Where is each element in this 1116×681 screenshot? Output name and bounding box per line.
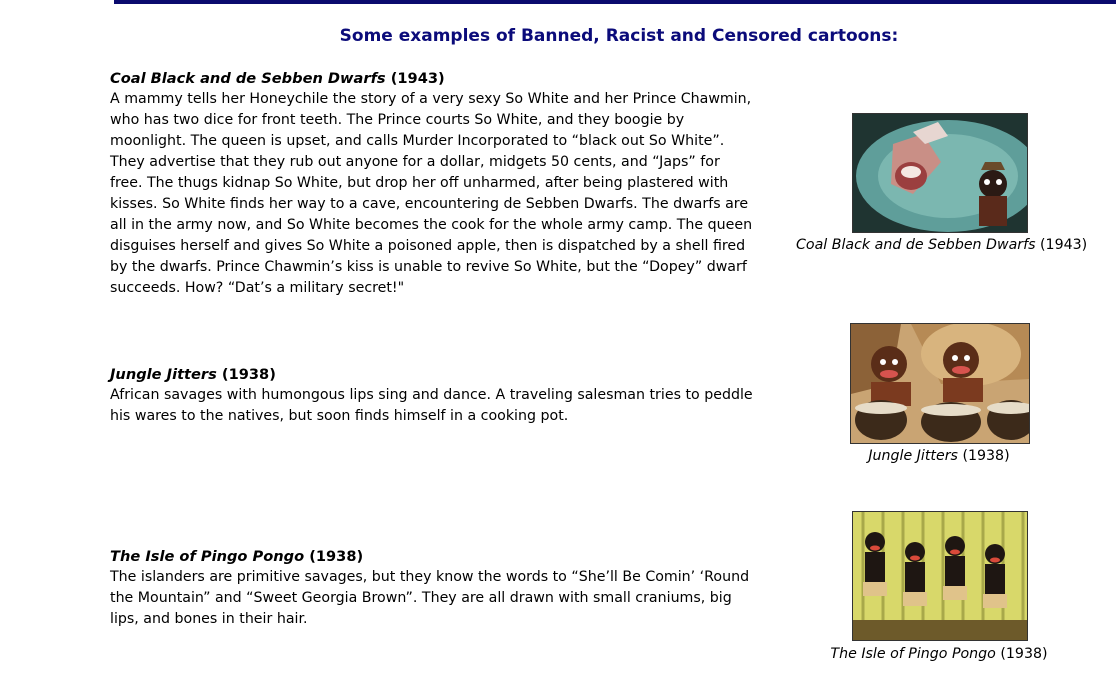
entry-year: (1943) [390,70,445,87]
entry-description: A mammy tells her Honeychile the story of a very sexy So White and her Prince Chawmin, who has two dice for front teeth. The Prince courts So White, and they boogie by moonlight. The queen is upset, and calls Murder Incorporated to “black out So White”. They advertise that they rub out anyone for a dollar, midgets 50 cents, and “Japs” for free. The thugs kidnap So White, but drop her off unharmed, after being plastered with kisses. So White finds her way to a cave, encountering de Sebben Dwarfs. The dwarfs are all in the army now, and So White becomes the cook for the whole army camp. The queen disguises herself and gives So White a poisoned apple, then is dispatched by a shell fired by the dwarfs. Prince Chawmin’s kiss is unable to revive So White, but the “Dopey” dwarf succeeds. How? “Dat’s a military secret!" [110,91,753,296]
caption-title: Jungle Jitters [868,448,958,464]
caption-title: Coal Black and de Sebben Dwarfs [796,237,1036,253]
pingo-pongo-image [853,512,1027,640]
entry-title: Jungle Jitters [110,366,217,383]
entry-jungle-jitters [110,364,755,427]
entry-coal-black [110,68,755,299]
entry-heading [110,364,755,385]
coal-black-still [852,113,1028,233]
pingo-pongo-still [852,511,1028,641]
jungle-jitters-image [851,324,1029,443]
entry-description: African savages with humongous lips sing and dance. A traveling salesman tries to peddle his wares to the natives, but soon finds himself in a cooking pot. [110,387,753,424]
caption-jungle-jitters [850,447,1028,465]
page-title: Some examples of Banned, Racist and Censored cartoons: [339,26,899,46]
jungle-jitters-still [850,323,1030,444]
entry-heading [110,68,755,89]
caption-coal-black [796,236,1086,254]
caption-title: The Isle of Pingo Pongo [830,646,996,662]
entry-title: The Isle of Pingo Pongo [110,548,305,565]
caption-year: (1943) [1040,237,1088,253]
entry-description: The islanders are primitive savages, but they know the words to “She’ll Be Comin’ ‘Round the Mountain” and “Sweet Georgia Brown”. They are all drawn with small craniums, big lips, and bones in their hair. [110,569,750,627]
entry-year: (1938) [309,548,364,565]
entry-year: (1938) [221,366,276,383]
coal-black-image [853,114,1027,232]
caption-year: (1938) [962,448,1010,464]
entry-pingo-pongo [110,546,755,630]
entry-title: Coal Black and de Sebben Dwarfs [110,70,386,87]
entry-heading [110,546,755,567]
caption-pingo-pongo [826,645,1052,663]
caption-year: (1938) [1000,646,1048,662]
top-divider [114,0,1116,4]
